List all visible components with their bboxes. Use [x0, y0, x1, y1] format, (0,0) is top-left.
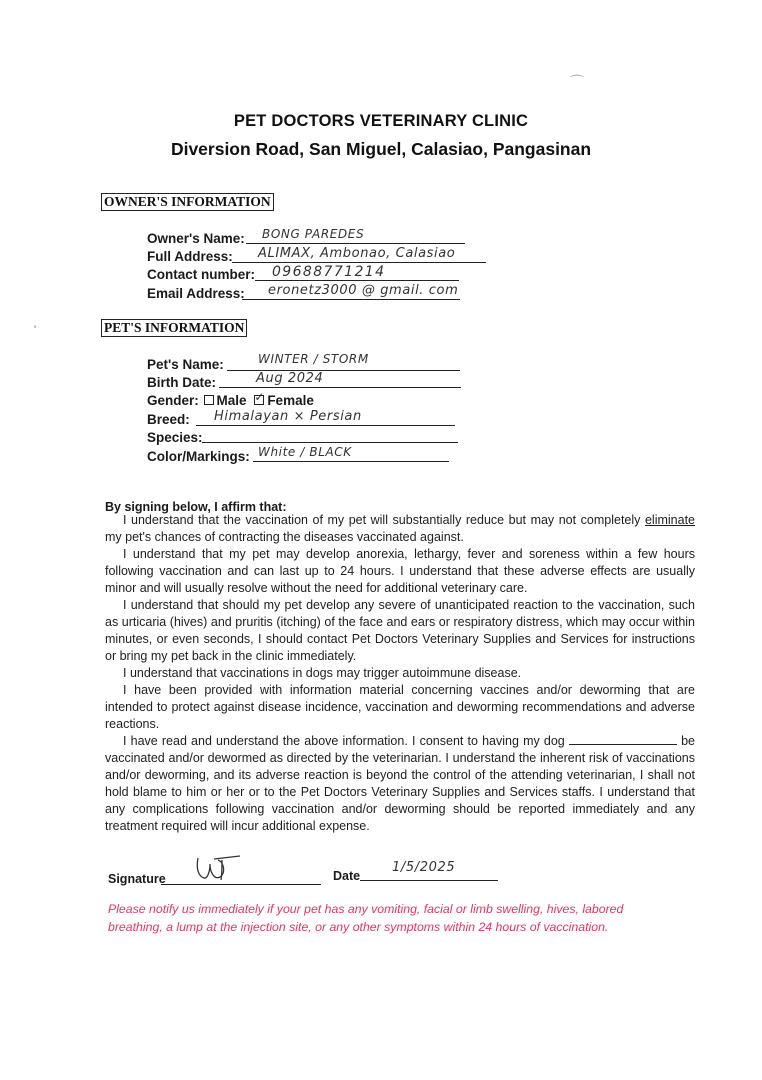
- consent-p6-text-b: be vaccinated and/or dewormed as directed by the veterinarian. I understand the inherent risk of vaccinations and/or deworming, and its adverse reaction is beyond the control of the attending veterinarian, I shall not hold blame to him or her or to the Pet Doctors Veterinary Supplies and Services staffs. I understand that any complications following vaccination and/or deworming should be reported immediately and any treatment required will incur additional expense.: [105, 734, 695, 834]
- email-address-underline: [242, 299, 460, 300]
- breed-underline: [196, 425, 455, 426]
- female-option-label: Female: [267, 393, 314, 408]
- species-label: Species:: [147, 430, 203, 445]
- date-underline: [360, 880, 498, 881]
- pet-name-value[interactable]: WINTER / STORM: [258, 352, 369, 366]
- stray-mark: ⌒: [570, 74, 584, 90]
- owner-name-value[interactable]: BONG PAREDES: [262, 227, 365, 241]
- birth-date-underline: [219, 387, 461, 388]
- owner-address-label: Full Address:: [147, 249, 233, 264]
- consent-paragraph-5: [105, 682, 695, 733]
- owner-name-underline: [246, 243, 465, 244]
- stray-dot: ': [34, 324, 37, 336]
- date-label: Date: [333, 869, 361, 883]
- affirm-heading: By signing below, I affirm that:: [105, 500, 287, 514]
- consent-p1-text-b: my pet's chances of contracting the diseases vaccinated against.: [105, 530, 464, 545]
- consent-paragraph-6: [105, 733, 695, 836]
- consent-p6-text-a: I have read and understand the above information. I consent to having my dog: [123, 734, 565, 748]
- contact-number-underline: [255, 280, 459, 281]
- post-vaccination-notice: Please notify us immediately if your pet has any vomiting, facial or limb swelling, hives, labored breathing, a lump at the injection site, or any other symptoms within 24 hours of vaccination.: [108, 902, 624, 934]
- owner-name-label: Owner's Name:: [147, 231, 245, 246]
- email-address-value[interactable]: eronetz3000 @ gmail. com: [268, 283, 459, 298]
- color-markings-label: Color/Markings:: [147, 449, 250, 464]
- signature-label: Signature: [108, 872, 166, 886]
- consent-p2-text: I understand that my pet may develop anorexia, lethargy, fever and soreness within a few hours following vaccination and can last up to 24 hours. I understand that these adverse effects are usually minor and will usually resolve without the need for additional veterinary care.: [105, 547, 695, 596]
- clinic-name: PET DOCTORS VETERINARY CLINIC: [233, 112, 529, 130]
- owner-address-underline: [232, 262, 486, 263]
- consent-paragraph-2: [105, 546, 695, 597]
- consent-p4-text: I understand that vaccinations in dogs may trigger autoimmune disease.: [123, 666, 522, 680]
- consent-paragraph-3: [105, 597, 695, 665]
- contact-number-label: Contact number:: [147, 267, 255, 282]
- consent-paragraph-1: [105, 512, 695, 546]
- date-value[interactable]: 1/5/2025: [392, 860, 456, 875]
- pet-section-title: PET'S INFORMATION: [101, 319, 247, 337]
- male-option-label: Male: [216, 393, 247, 408]
- birth-date-value[interactable]: Aug 2024: [256, 371, 324, 386]
- species-underline: [202, 442, 458, 443]
- male-checkbox[interactable]: [204, 395, 214, 405]
- breed-value[interactable]: Himalayan × Persian: [214, 409, 362, 424]
- color-markings-underline: [253, 461, 449, 462]
- owner-section-title: OWNER'S INFORMATION: [101, 193, 274, 211]
- birth-date-label: Birth Date:: [147, 375, 217, 390]
- breed-label: Breed:: [147, 412, 190, 427]
- contact-number-value[interactable]: 09688771214: [272, 264, 386, 280]
- gender-label: Gender:: [147, 393, 199, 408]
- signature-mark[interactable]: [192, 850, 252, 886]
- email-address-label: Email Address:: [147, 286, 245, 301]
- color-markings-value[interactable]: White / BLACK: [258, 445, 352, 459]
- clinic-address: Diversion Road, San Miguel, Calasiao, Pangasinan: [170, 139, 592, 159]
- pet-name-label: Pet's Name:: [147, 357, 224, 372]
- owner-address-value[interactable]: ALIMAX, Ambonao, Calasiao: [258, 246, 456, 261]
- consent-p1-underlined-word: eliminate: [644, 513, 695, 527]
- check-mark-icon: ✓: [254, 390, 265, 404]
- female-checkbox[interactable]: [254, 390, 265, 405]
- consent-p1-text-a: I understand that the vaccination of my pet will substantially reduce but may not completely: [123, 513, 641, 527]
- gender-row: [147, 390, 314, 408]
- dog-name-blank[interactable]: [569, 733, 677, 745]
- consent-p5-text: I have been provided with information material concerning vaccines and/or deworming that are intended to protect against disease incidence, vaccination and deworming recommendations and adverse reactions.: [105, 683, 695, 732]
- consent-paragraph-4: [105, 665, 695, 682]
- consent-p3-text: I understand that should my pet develop any severe of unanticipated reaction to the vaccination, such as urticaria (hives) and pruritis (itching) of the face and ears or respiratory distress, which may occur within minutes, or even seconds, I should contact Pet Doctors Veterinary Supplies and Services for instructions or bring my pet back in the clinic immediately.: [105, 598, 695, 664]
